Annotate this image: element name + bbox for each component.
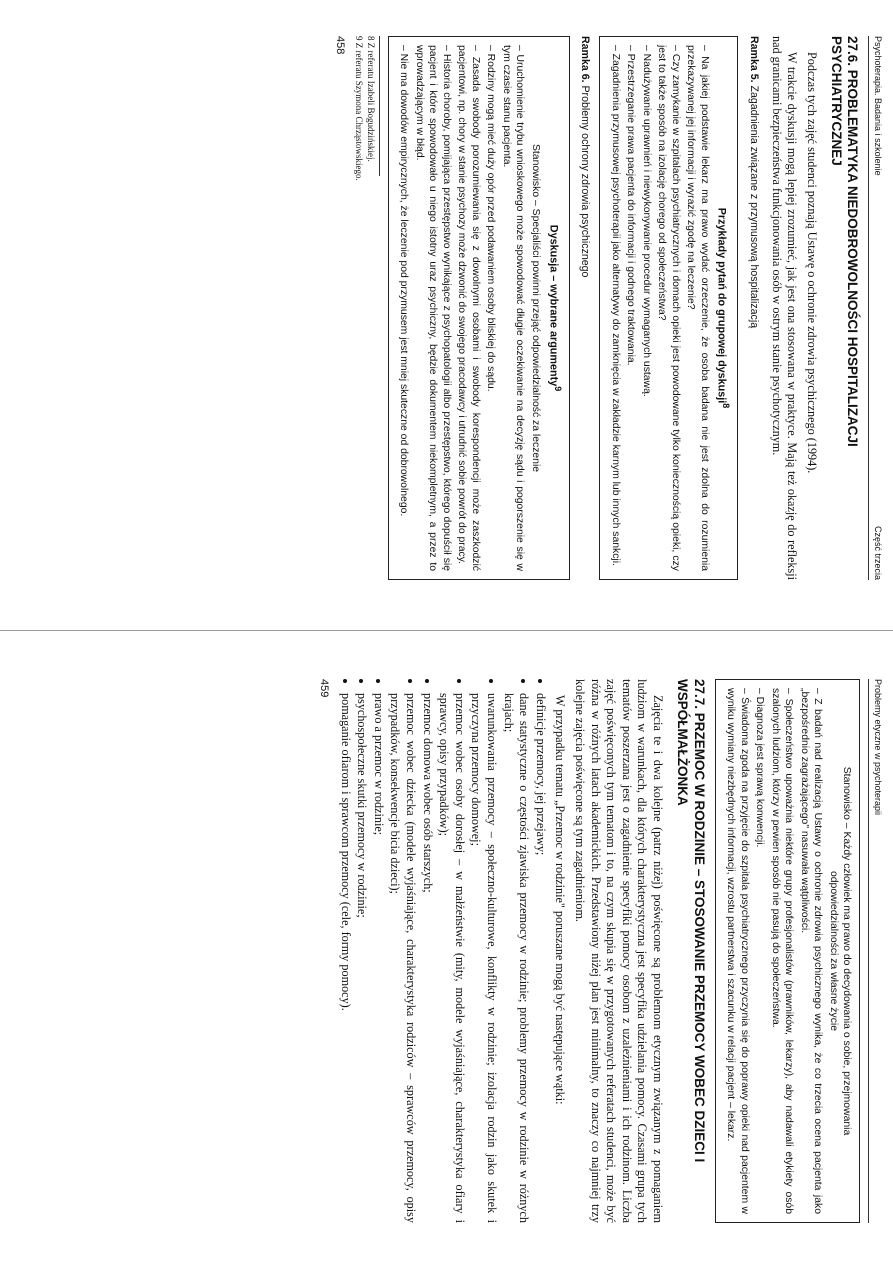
box-item: – Z badań nad realizacją Ustawy o ochronie zdrowia psychicznego wynika, że co trzecia ocena pacjenta jako „bezpośrednio zagrażającego" nasuwała wątpliwości. bbox=[798, 688, 824, 1214]
list-item: • przemoc wobec osoby dorosłej – w małżeństwie (mity, modele wyjaśniające, charakterystyka ofiary i sprawcy, opisy przypadków); bbox=[436, 693, 467, 1223]
box-title: Przykłady pytań do grupowej dyskusji$^8$ bbox=[715, 207, 732, 409]
box-item: – Zagadnienia przymusowej psychoterapii jako alternatywy do zamknięcia w zakładzie karnym lub innych sankcji. bbox=[609, 45, 621, 566]
list-item: • przemoc wobec dziecka (modele wyjaśniające, charakterystyka rodziców – sprawców przemocy, opisy przypadków, konsekwencje bicia dzieci); bbox=[387, 693, 418, 1223]
section-title-27-7: 27.7. PRZEMOC W RODZINIE – STOSOWANIE PRZEMOCY WOBEC DZIECI I WSPÓŁMAŁŻONKA bbox=[674, 679, 707, 1163]
caption-label: Ramka 6. bbox=[579, 36, 592, 83]
running-header bbox=[868, 36, 883, 580]
footnote-marker: 9 bbox=[552, 386, 563, 392]
box-item: – Społeczeństwo upoważnia niektóre grupy profesjonalistów (prawników, lekarzy), aby nadawali etykiety osób szalonych ludziom, którzy w pewien sposób nie pasują do społeczeństwa. bbox=[769, 688, 795, 1214]
box-item: – Uruchomienie trybu wnioskowego może spowodować długie oczekiwanie na decyzję sądu i pogorszenie się w tym czasie stanu pacjenta. bbox=[500, 45, 526, 571]
page-459 bbox=[0, 643, 893, 1263]
running-header-left: Psychoterapia. Badania i szkolenie bbox=[873, 36, 883, 176]
box-item: – Nie ma dowodów empirycznych, że leczenie pod przymusem jest mniej skuteczne od dobrowolnego. bbox=[398, 45, 410, 517]
position-heading: Stanowisko – Każdy człowiek ma prawo do decydowania o sobie, przejmowania odpowiedzialności za własne życie bbox=[827, 766, 853, 1136]
list-item: • pomaganie ofiarom i sprawcom przemocy (cele, formy pomocy). bbox=[337, 693, 353, 1223]
box-title: Dyskusja – wybrane argumenty$^9$ bbox=[546, 224, 563, 392]
box-6-continued bbox=[715, 679, 861, 1223]
box-5 bbox=[599, 36, 738, 580]
box-item: – Świadoma zgoda na przyjęcie do szpitala psychiatrycznego przyczynia się do poprawy opieki nad pacjentem w wyniku wymiany niezbędnych informacji, wzrostu partnerstwa i szacunku w relacji pacjent – lekarz. bbox=[725, 688, 750, 1214]
caption-label: Ramka 5. bbox=[747, 36, 760, 83]
list-item: • definicje przemocy, jej przejawy; bbox=[532, 693, 548, 1223]
box-caption-5 bbox=[746, 36, 760, 580]
paragraph: W przypadku tematu „Przemoc w rodzinie" poruszane mogą być następujące wątki: bbox=[553, 695, 568, 1105]
box-item: – Rodziny mogą mieć duży opór przed podawaniem osoby bliskiej do sądu. bbox=[485, 45, 497, 392]
list-item: • przemoc domowa wobec osób starszych; bbox=[419, 693, 435, 1223]
box-item: – Nadużywanie uprawnień i niewykonywanie procedur wymaganych ustawą. bbox=[640, 45, 652, 397]
running-header-left: Problemy etyczne w psychoterapii bbox=[873, 679, 883, 816]
footnote-marker: 8 bbox=[721, 403, 732, 409]
paragraph: W trakcie dyskusji mogą lepiej zrozumieć, jak jest ona stosowana w praktyce. Mają też okazję do refleksji nad granicami bezpieczeństwa funkcjonowania osób w ostrym stanie psychotycznym. bbox=[769, 36, 800, 580]
bullet-list bbox=[337, 679, 548, 1223]
running-header-right: Część trzecia bbox=[873, 525, 883, 580]
box-item: – Historia choroby, pomijająca przestępstwo wynikające z psychopatologii albo przestępstwo, którego dopuścił się pacjent i które spowodowało u niego istotny uraz psychiczny, będzie dokumentem niekompletnym, a przez to wprowadzającym w błąd. bbox=[413, 45, 452, 571]
caption-text: Problemy ochrony zdrowia psychicznego bbox=[579, 85, 592, 278]
footnote: 9 Z referatu Szymona Chrząstowskiego. bbox=[354, 36, 365, 181]
box-caption-6 bbox=[578, 36, 592, 580]
paragraph: Podczas tych zajęć studenci poznają Ustawę o ochronie zdrowia psychicznego (1994). bbox=[804, 52, 819, 474]
box-item: – Na jakiej podstawie lekarz ma prawo wydać orzeczenie, że osoba badana nie jest zdolna do rozumienia przekazywanej jej informacji i wyrazić zgodę na leczenie? bbox=[685, 45, 710, 571]
page-458-content bbox=[0, 0, 893, 620]
page-divider bbox=[0, 630, 893, 631]
box-item: – Zasada swobody porozumiewania się z dowolnymi osobami i swobody korespondencji może zaszkodzić pacjentowi, np. chory w stanie psychozy może dzwonić do swojego pracodawcy i utrudnić sobie powrót do pracy. bbox=[456, 45, 481, 571]
caption-text: Zagadnienia związane z przymusową hospitalizacją bbox=[747, 85, 760, 329]
page-number: 459 bbox=[317, 679, 330, 698]
footnote: 8 Z referatu Izabeli Bogudzińskiej. bbox=[365, 36, 376, 162]
position-heading: Stanowisko – Specjaliści powinni przejąć odpowiedzialność za leczenie bbox=[529, 143, 541, 473]
page-459-content bbox=[0, 643, 893, 1263]
page-number: 458 bbox=[333, 36, 346, 55]
box-item: – Diagnoza jest sprawą konwencji. bbox=[754, 688, 766, 848]
box-item: – Przestrzeganie prawa pacjenta do informacji i godnego traktowania. bbox=[625, 45, 637, 366]
running-header bbox=[868, 679, 883, 1223]
section-title-27-6: 27.6. PROBLEMATYKA NIEDOBROWOLNOŚCI HOSPITALIZACJI PSYCHIATRYCZNEJ bbox=[828, 36, 861, 447]
list-item: • dane statystyczne o częstości zjawiska przemocy w rodzinie; problemy przemocy w rodzinie w różnych krajach; bbox=[500, 693, 531, 1223]
box-6 bbox=[388, 36, 570, 580]
list-item: • psychospołeczne skutki przemocy w rodzinie; bbox=[354, 693, 370, 1223]
list-item: • uwarunkowania przemocy – społeczno-kulturowe, konflikty w rodzinie; izolacja rodzin jako skutek i przyczyna przemocy domowej; bbox=[468, 693, 499, 1223]
list-item: • prawo a przemoc w rodzinie; bbox=[370, 693, 386, 1223]
page-458 bbox=[0, 0, 893, 620]
box-item: – Czy zamykanie w szpitalach psychiatrycznych i domach opieki jest powodowane tylko koniecznością opieki, czy jest to także sposób na izolację chorego od społeczeństwa? bbox=[656, 45, 681, 571]
footnotes bbox=[353, 36, 380, 181]
paragraph: Zajęcia te i dwa kolejne (patrz niżej) poświęcone są problemom etycznym związanym z pomaganiem ludziom w warunkach, dla których charakterystyczna jest specyfika udzielania pomocy. Czasami grupa tych tematów poszerzana jest o zagadnienie specyfiki pomocy osobom z uzależnieniami i ich rodzinom. Liczba zajęć poświęconych tym tematom i to, na czym skupia się w przygotowanych referatach studenci, może być różna w różnych latach akademickich. Przedstawiony niżej plan jest minimalny, to znaczy co najmniej trzy kolejne zajęcia poświęcone są tym zagadnieniom. bbox=[573, 679, 666, 1223]
